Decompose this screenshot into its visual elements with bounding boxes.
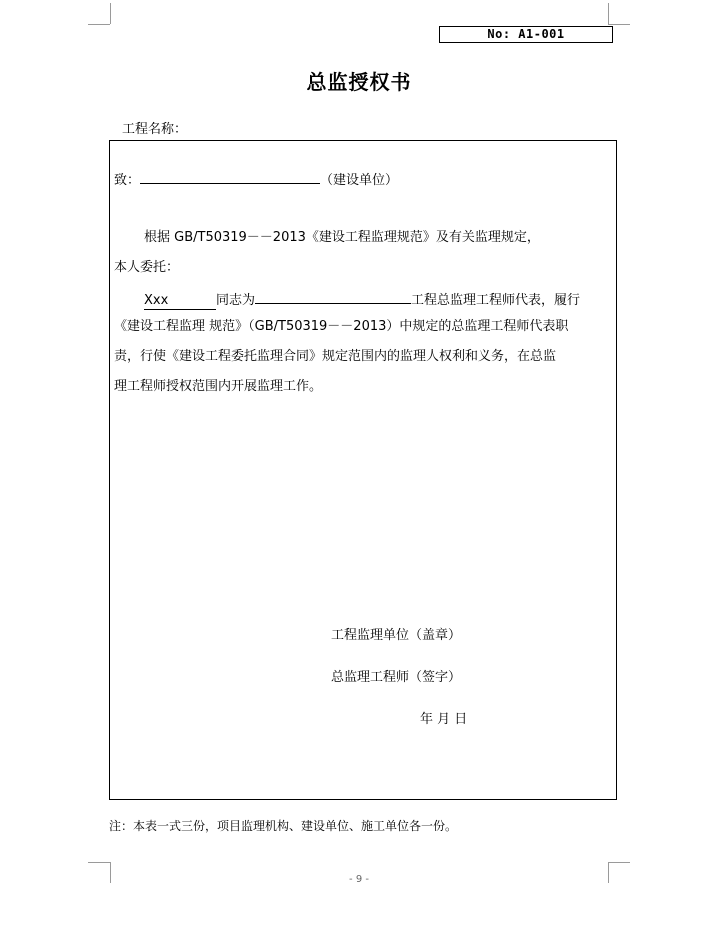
crop-mark-top-left — [110, 3, 111, 24]
tongzhi-label: 同志为 — [216, 293, 256, 308]
crop-mark-bottom-right — [608, 862, 630, 863]
chief-engineer-signature-label: 总监理工程师（签字） — [331, 670, 462, 685]
page-number: - 9 - — [349, 874, 369, 885]
project-name-label: 工程名称： — [122, 122, 188, 137]
supervision-unit-seal-label: 工程监理单位（盖章） — [331, 628, 462, 643]
project-blank[interactable] — [255, 288, 411, 304]
body-line: 理工程师授权范围内开展监理工作。 — [114, 379, 323, 394]
client-blank[interactable] — [140, 168, 320, 184]
role-suffix: 工程总监理工程师代表，履行 — [411, 293, 581, 308]
crop-mark-top-right — [608, 3, 609, 24]
client-suffix: （建设单位） — [320, 173, 399, 188]
delegate-name-field[interactable]: Xxx — [144, 293, 216, 310]
page-title: 总监授权书 — [306, 70, 412, 94]
basis-line: 根据 GB/T50319－－2013《建设工程监理规范》及有关监理规定， — [144, 230, 540, 245]
crop-mark-bottom-left — [88, 862, 110, 863]
crop-mark-top-right — [608, 24, 630, 25]
addressee-line — [114, 168, 398, 191]
delegation-line — [144, 288, 580, 311]
entrust-line: 本人委托： — [114, 260, 180, 275]
body-line: 《建设工程监理 规范》（GB/T50319－－2013）中规定的总监理工程师代表职 — [114, 319, 569, 334]
to-label: 致： — [114, 173, 141, 188]
crop-mark-top-left — [88, 24, 110, 25]
document-number-box: No: A1-001 — [439, 26, 613, 43]
body-line: 责，行使《建设工程委托监理合同》规定范围内的监理人权利和义务，在总监 — [114, 349, 557, 364]
footnote: 注：本表一式三份，项目监理机构、建设单位、施工单位各一份。 — [109, 819, 458, 833]
date-line: 年 月 日 — [420, 712, 468, 727]
